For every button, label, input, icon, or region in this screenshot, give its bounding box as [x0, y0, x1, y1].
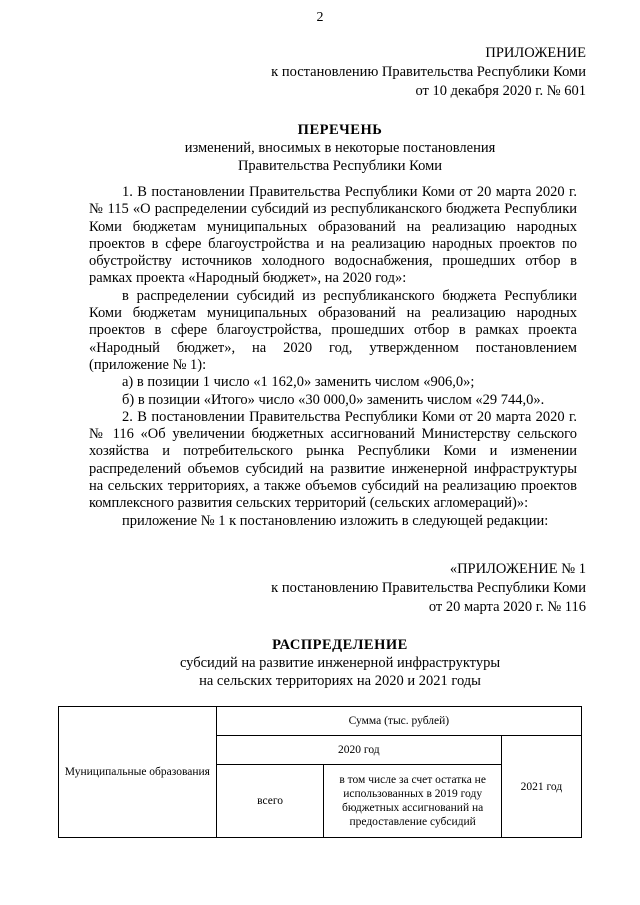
- quoted-appendix-header: [271, 560, 586, 617]
- appendix-reference: к постановлению Правительства Республики Коми: [271, 64, 586, 80]
- document-heading: [80, 121, 600, 175]
- paragraph-4: б) в позиции «Итого» число «30 000,0» заменить числом «29 744,0».: [122, 391, 545, 408]
- appendix-date: от 10 декабря 2020 г. № 601: [415, 83, 586, 99]
- col-2021-header: 2021 год: [501, 736, 581, 838]
- heading-title: ПЕРЕЧЕНЬ: [297, 122, 383, 138]
- appendix-title: ПРИЛОЖЕНИЕ: [485, 45, 586, 61]
- quoted-appendix-title: «ПРИЛОЖЕНИЕ № 1: [449, 561, 586, 577]
- distribution-heading: [80, 636, 600, 690]
- paragraph-2: в распределении субсидий из республиканского бюджета Республики Коми бюджетам муниципальных образований на реализацию народных проектов в сфере благоустройства, прошедших отбор в рамках проекта «Народный бюджет», на 2020 год, утвержденном постановлением (приложение № 1):: [89, 287, 577, 373]
- distribution-table: [58, 706, 582, 838]
- table-header-row-1: [59, 707, 582, 736]
- appendix-header: [271, 44, 586, 101]
- col-2020-header: 2020 год: [216, 736, 501, 765]
- paragraph-6: приложение № 1 к постановлению изложить в следующей редакции:: [122, 512, 549, 529]
- distribution-subtitle-1: субсидий на развитие инженерной инфраструктуры: [179, 655, 501, 671]
- col-total-header: всего: [216, 765, 324, 838]
- paragraph-5: 2. В постановлении Правительства Республики Коми от 20 марта 2020 г. № 116 «Об увеличении бюджетных ассигнований Министерству сельского хозяйства и потребительского рынка Республики Коми и изменении распределений объемов субсидий на развитие инженерной инфраструктуры на сельских территориях, а также объемов субсидий на реализацию проектов комплексного развития сельских территорий (сельских агломераций)»:: [89, 408, 577, 512]
- page-number: 2: [316, 10, 324, 25]
- quoted-appendix-reference: к постановлению Правительства Республики Коми: [271, 580, 586, 596]
- heading-subtitle-1: изменений, вносимых в некоторые постановления: [184, 140, 496, 156]
- heading-subtitle-2: Правительства Республики Коми: [237, 158, 443, 174]
- quoted-appendix-date: от 20 марта 2020 г. № 116: [428, 599, 586, 615]
- paragraph-3: а) в позиции 1 число «1 162,0» заменить числом «906,0»;: [122, 374, 475, 391]
- paragraph-1: 1. В постановлении Правительства Республики Коми от 20 марта 2020 г. № 115 «О распределении субсидий из республиканского бюджета Республики Коми бюджетам муниципальных образований на реализацию народных проектов в сфере благоустройства и на реализацию народных проектов по обустройству источников холодного водоснабжения, прошедших отбор в рамках проекта «Народный бюджет», на 2020 год»:: [89, 184, 577, 287]
- col-sum-header: Сумма (тыс. рублей): [216, 707, 581, 736]
- col-remainder-header: в том числе за счет остатка не использованных в 2019 году бюджетных ассигнований на предоставление субсидий: [324, 765, 501, 838]
- document-body: [89, 184, 577, 530]
- distribution-title: РАСПРЕДЕЛЕНИЕ: [272, 637, 408, 653]
- col-municipal-header: Муниципальные образования: [59, 707, 217, 838]
- distribution-subtitle-2: на сельских территориях на 2020 и 2021 годы: [199, 673, 481, 689]
